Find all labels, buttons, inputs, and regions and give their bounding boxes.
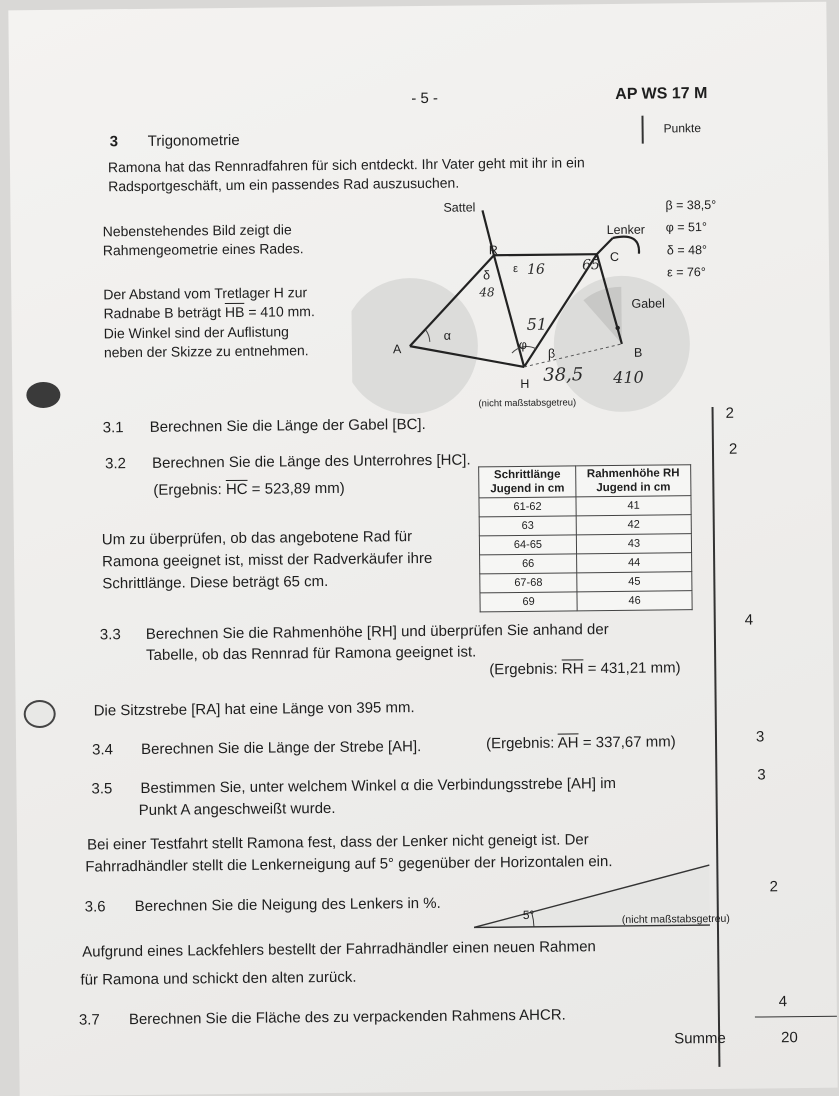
points-column-line bbox=[641, 116, 643, 144]
table-header-rahmenhoehe bbox=[576, 465, 691, 497]
q34-number: 3.4 bbox=[91, 741, 114, 759]
figure-desc-line-1: Nebenstehendes Bild zeigt die bbox=[102, 221, 292, 240]
test-line-2: Fahrradhändler stellt die Lenkerneigung auf 5° gegenüber der Horizontalen ein. bbox=[85, 853, 613, 876]
label-H: H bbox=[520, 376, 530, 391]
table-cell: 67-68 bbox=[480, 573, 577, 593]
handwriting-16: 16 bbox=[526, 261, 545, 278]
q37-points: 4 bbox=[778, 993, 788, 1011]
table-row bbox=[479, 496, 691, 517]
q36-number: 3.6 bbox=[84, 898, 106, 916]
test-line-1: Bei einer Testfahrt stellt Ramona fest, dass der Lenker nicht geneigt ist. Der bbox=[86, 831, 589, 854]
exam-page bbox=[8, 2, 837, 1096]
angle-phi: φ = 51° bbox=[665, 220, 707, 235]
q33-number: 3.3 bbox=[99, 626, 121, 644]
angle-beta: β = 38,5° bbox=[665, 197, 717, 213]
q33-points: 4 bbox=[744, 611, 754, 629]
figure-caption: (nicht maßstabsgetreu) bbox=[478, 397, 577, 410]
q31-points: 2 bbox=[725, 404, 735, 422]
intro-line-2: Radsportgeschäft, um ein passendes Rad auszusuchen. bbox=[108, 174, 460, 195]
page-number: - 5 - bbox=[411, 89, 439, 108]
header-col1-line2: Jugend in cm bbox=[490, 482, 565, 496]
q36-text: Berechnen Sie die Neigung des Lenkers in %. bbox=[134, 894, 441, 916]
segment-hc: $\overline{HC}$ bbox=[225, 480, 248, 499]
table-cell: 41 bbox=[576, 496, 691, 516]
top-tube-RC bbox=[494, 254, 597, 255]
q36-points: 2 bbox=[769, 878, 778, 896]
q34-result-prefix: (Ergebnis: bbox=[485, 734, 558, 753]
distance-prefix: Radnabe B beträgt bbox=[103, 304, 226, 322]
incline-angle-label: 5° bbox=[522, 907, 535, 922]
points-header: Punkte bbox=[663, 121, 702, 136]
handwriting-65: 65 bbox=[581, 257, 600, 274]
exam-code: AP WS 17 M bbox=[615, 84, 708, 103]
label-beta: β bbox=[547, 346, 556, 361]
q35-number: 3.5 bbox=[91, 780, 113, 798]
label-R: R bbox=[488, 243, 498, 258]
q34-text: Berechnen Sie die Länge der Strebe [AH]. bbox=[140, 738, 422, 758]
segment-ah: $\overline{AH}$ bbox=[557, 734, 579, 752]
label-epsilon: ε bbox=[513, 262, 519, 276]
sum-label: Summe bbox=[674, 1029, 726, 1048]
distance-suffix: = 410 mm. bbox=[244, 303, 315, 320]
q34-result bbox=[486, 733, 676, 752]
label-lenker: Lenker bbox=[606, 222, 645, 238]
q33-line-2: Tabelle, ob das Rennrad für Ramona geeignet ist. bbox=[146, 643, 477, 664]
table-cell: 44 bbox=[577, 553, 692, 573]
q35-line-1: Bestimmen Sie, unter welchem Winkel α die Verbindungsstrebe [AH] im bbox=[140, 774, 617, 797]
label-alpha: α bbox=[443, 328, 452, 343]
q35-line-2: Punkt A angeschweißt wurde. bbox=[138, 799, 336, 819]
header-col2-line1: Rahmenhöhe RH bbox=[586, 467, 680, 481]
q32-result bbox=[153, 480, 345, 499]
header-col2-line2: Jugend in cm bbox=[596, 481, 671, 495]
table-cell: 63 bbox=[479, 516, 576, 536]
angles-line-2: neben der Skizze zu entnehmen. bbox=[103, 342, 309, 361]
segment-rh: $\overline{RH}$ bbox=[561, 660, 584, 678]
handwriting-51: 51 bbox=[526, 314, 548, 334]
task-number: 3 bbox=[109, 133, 119, 151]
q31-number: 3.1 bbox=[102, 419, 124, 437]
intro-line-1: Ramona hat das Rennradfahren für sich entdeckt. Ihr Vater geht mit ihr in ein bbox=[107, 154, 585, 176]
q33-result bbox=[489, 659, 681, 678]
q32-text: Berechnen Sie die Länge des Unterrohres [HC]. bbox=[151, 451, 471, 472]
q37-text: Berechnen Sie die Fläche des zu verpackenden Rahmens AHCR. bbox=[128, 1006, 566, 1029]
q32-points: 2 bbox=[728, 440, 738, 458]
table-row bbox=[479, 515, 691, 536]
q34-points: 3 bbox=[755, 728, 765, 746]
label-A: A bbox=[392, 342, 402, 357]
frame-size-table bbox=[478, 464, 693, 612]
handwriting-410: 410 bbox=[613, 367, 644, 387]
q33-result-suffix: = 431,21 mm) bbox=[583, 659, 681, 678]
sitzstrebe-text: Die Sitzstrebe [RA] hat eine Länge von 395 mm. bbox=[93, 699, 415, 720]
q32-number: 3.2 bbox=[105, 455, 127, 473]
q37-number: 3.7 bbox=[78, 1011, 100, 1029]
table-cell: 45 bbox=[577, 572, 692, 592]
check-line-1: Um zu überprüfen, ob das angebotene Rad für bbox=[101, 528, 413, 549]
handwriting-38-5: 38,5 bbox=[543, 364, 584, 386]
segment-hb: $\overline{HB}$ bbox=[224, 303, 245, 321]
table-cell: 61-62 bbox=[479, 497, 576, 517]
q33-line-1: Berechnen Sie die Rahmenhöhe [RH] und überprüfen Sie anhand der bbox=[145, 621, 609, 643]
table-cell: 69 bbox=[480, 592, 577, 612]
punch-hole-top bbox=[26, 382, 60, 408]
table-cell: 64-65 bbox=[479, 535, 576, 555]
header-col1-line1: Schrittlänge bbox=[493, 468, 561, 482]
q34-result-suffix: = 337,67 mm) bbox=[578, 733, 676, 752]
label-gabel: Gabel bbox=[631, 296, 665, 311]
q32-result-suffix: = 523,89 mm) bbox=[247, 479, 345, 498]
table-cell: 66 bbox=[480, 554, 577, 574]
distance-line-2 bbox=[103, 303, 314, 321]
label-delta: δ bbox=[483, 268, 491, 283]
q35-points: 3 bbox=[757, 766, 766, 784]
table-row bbox=[480, 591, 692, 612]
check-line-3: Schrittlänge. Diese beträgt 65 cm. bbox=[102, 572, 329, 593]
lack-line-2: für Ramona und schickt den alten zurück. bbox=[80, 968, 357, 989]
angle-epsilon: ε = 76° bbox=[667, 265, 706, 280]
angle-delta: δ = 48° bbox=[666, 243, 708, 258]
table-row bbox=[480, 572, 692, 593]
label-C: C bbox=[609, 249, 620, 265]
table-cell: 42 bbox=[576, 515, 691, 535]
table-header-schrittlaenge bbox=[479, 466, 576, 498]
distance-line-1: Der Abstand vom Tretlager H zur bbox=[103, 284, 308, 303]
figure-desc-line-2: Rahmengeometrie eines Rades. bbox=[102, 240, 304, 259]
sum-divider bbox=[755, 1016, 837, 1018]
handwriting-48: 48 bbox=[479, 285, 495, 300]
punch-hole-bottom bbox=[24, 700, 56, 728]
table-row bbox=[480, 553, 692, 574]
lack-line-1: Aufgrund eines Lackfehlers bestellt der Fahrradhändler einen neuen Rahmen bbox=[82, 938, 596, 961]
table-cell: 46 bbox=[577, 591, 692, 611]
sum-points: 20 bbox=[781, 1029, 798, 1047]
table-cell: 43 bbox=[576, 534, 691, 554]
incline-caption: (nicht maßstabsgetreu) bbox=[621, 912, 730, 926]
table-row bbox=[479, 534, 691, 555]
task-title: Trigonometrie bbox=[147, 131, 240, 150]
check-line-2: Ramona geeignet ist, misst der Radverkäufer ihre bbox=[102, 549, 433, 571]
q32-result-prefix: (Ergebnis: bbox=[153, 481, 227, 499]
points-divider bbox=[712, 407, 721, 1067]
angles-line-1: Die Winkel sind der Auflistung bbox=[103, 323, 290, 342]
table-header-row bbox=[479, 465, 691, 498]
q31-text: Berechnen Sie die Länge der Gabel [BC]. bbox=[149, 415, 426, 436]
label-B: B bbox=[633, 345, 643, 360]
label-sattel: Sattel bbox=[443, 200, 476, 215]
label-phi: φ bbox=[518, 337, 528, 352]
q33-result-prefix: (Ergebnis: bbox=[489, 660, 562, 679]
